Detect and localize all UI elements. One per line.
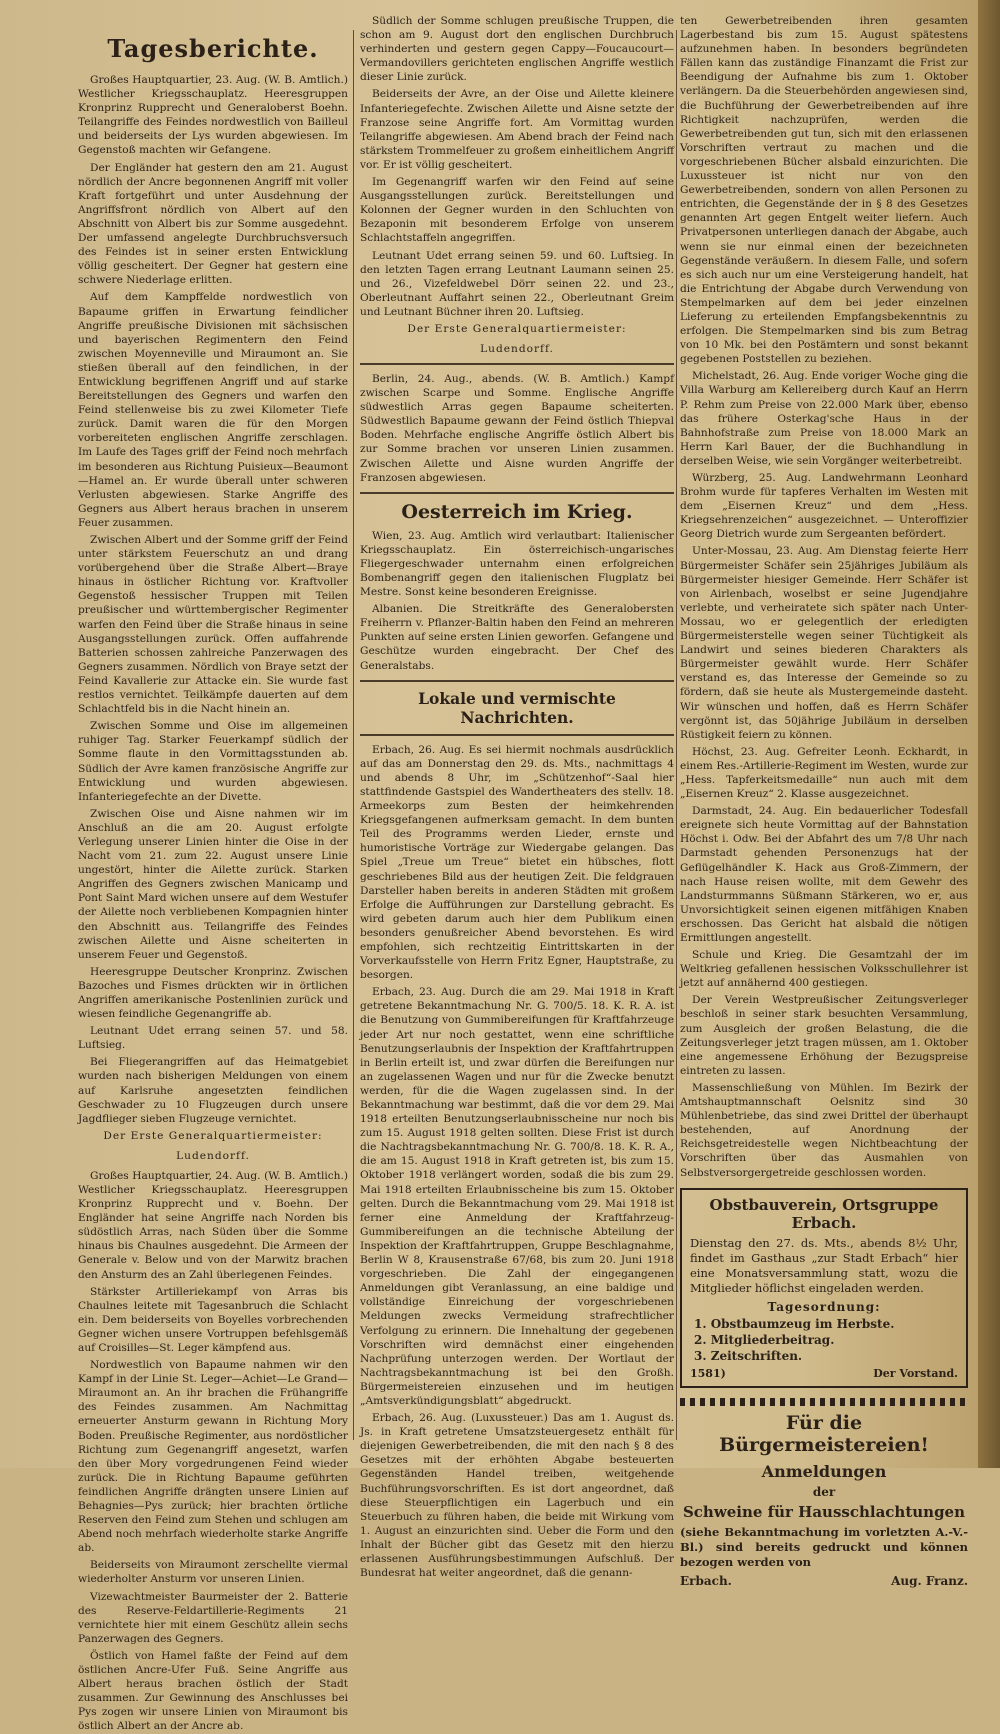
agenda-item: 2. Mitgliederbeitrag. bbox=[694, 1332, 835, 1347]
article-paragraph: Stärkster Artilleriekampf von Arras bis Chaulnes leitete mit Tagesanbruch die Schlacht ein. Dem beiderseits von Boyelles vorbrechenden Gegner wichen unsere Vortruppen befehlsgemäß auf Croisilles—St. Leger kämpfend aus. bbox=[78, 1285, 348, 1354]
decorative-border bbox=[680, 1398, 968, 1406]
agenda-item: 3. Zeitschriften. bbox=[694, 1348, 803, 1363]
section-divider bbox=[360, 680, 674, 682]
signature-name: Ludendorff. bbox=[480, 342, 554, 355]
agenda-item: 1. Obstbaumzeug im Herbste. bbox=[694, 1316, 895, 1331]
article-paragraph: Vizewachtmeister Baurmeister der 2. Batterie des Reserve-Feldartillerie-Regiments 21 vernichtete hier mit einem Geschütz allein sechs Panzerwagen des Gegners. bbox=[78, 1590, 348, 1645]
article-paragraph: Beiderseits der Avre, an der Oise und Ailette kleinere Infanteriegefechte. Zwischen Ailette und Aisne setzte der Franzose seine Angriffe fort. Am Vormittag wurden Teilangriffe abgewiesen. Am Abend brach der Feind nach stärkstem Trommelfeuer zu großem einheitlichem Angriff vor. Er ist völlig gescheitert. bbox=[360, 88, 674, 171]
ad-code: 1581) bbox=[690, 1366, 726, 1380]
article-paragraph: Massenschließung von Mühlen. Im Bezirk der Amtshauptmannschaft Oelsnitz sind 30 Mühlenbetriebe, das sind zwei Drittel der überhaupt bestehenden, auf Anordnung der Reichsgetreidestelle wegen Nichtbeachtung der Vorschriften über das Ausmahlen von Selbstversorgergetreide geschlossen worden. bbox=[680, 1081, 968, 1179]
signature-name: Ludendorff. bbox=[176, 1149, 250, 1162]
ad-place: Erbach. bbox=[680, 1573, 732, 1588]
article-paragraph: Darmstadt, 24. Aug. Ein bedauerlicher Todesfall ereignete sich heute Vormittag auf der Bahnstation Höchst i. Odw. Bei der Abfahrt des um 7/8 Uhr nach Darmstadt gehenden Personenzugs hat der Geflügelhändler K. Hack aus Groß-Zimmern, der nach Hause reisen wollte, mit dem Gewehr des Landsturmmanns Süßmann Stärkeren, wo er, aus Unvorsichtigkeit seinen eigenen mitfähigen Knaben erschossen. Das Gericht hat alsbald die nötigen Ermittlungen angestellt. bbox=[680, 805, 968, 944]
article-paragraph: Zwischen Albert und der Somme griff der Feind unter stärkstem Feuerschutz an und drang vorübergehend über die Straße Albert—Braye hinaus in östlicher Richtung vor. Kraftvoller Gegenstoß hessischer Truppen mit Teilen preußischer und württembergischer Regimenter warfen den Feind über die Straße hinaus in seine Ausgangsstellungen zurück. Offen auffahrende Batterien schossen zahlreiche Panzerwagen des Gegners zusammen. Nördlich von Braye setzt der Feind Kavallerie zur Attacke ein. Sie wurde fast restlos vernichtet. Teilkämpfe dauerten auf dem Schlachtfeld bis in die Nacht hinein an. bbox=[78, 534, 348, 716]
article-paragraph: Wien, 23. Aug. Amtlich wird verlautbart: Italienischer Kriegsschauplatz. Ein österreichisch-ungarisches Fliegergeschwader unternahm einen erfolgreichen Bombenangriff gegen den italienischen Flugplatz bei Mestre. Sonst keine besonderen Ereignisse. bbox=[360, 529, 674, 599]
article-paragraph: Nordwestlich von Bapaume nahmen wir den Kampf in der Linie St. Leger—Achiet—Le Grand—Miraumont an. An ihr brachen die Frühangriffe des Feindes zusammen. Am Nachmittag erneuerter Ansturm gewann in Richtung Mory Boden. Preußische Regimenter, aus nordöstlicher Richtung zum Gegenangriff angesetzt, warfen den über Mory vorgedrungenen Feind wieder zurück. Die in Richtung Bapaume geführten feindlichen Angriffe drängten unsere Linien auf Behagnies—Pys zurück; hier brachten örtliche Reserven den Feind zum Stehen und schlugen am Abend noch mehrfach wiederholte starke Angriffe ab. bbox=[78, 1359, 348, 1555]
article-paragraph: Beiderseits von Miraumont zerschellte viermal wiederholter Ansturm vor unseren Linien. bbox=[78, 1559, 348, 1586]
article-paragraph: Albanien. Die Streitkräfte des Generalobersten Freiherrn v. Pflanzer-Baltin haben den Feind an mehreren Punkten auf seine ersten Linien geworfen. Gefangene und Geschütze wurden eingebracht. Der Chef des Generalstabs. bbox=[360, 603, 674, 672]
article-paragraph: Würzberg, 25. Aug. Landwehrmann Leonhard Brohm wurde für tapferes Verhalten im Westen mit dem „Eisernen Kreuz“ und dem „Hess. Kriegsehrenzeichen“ ausgezeichnet. — Unteroffizier Georg Dietrich wurde zum Sergeanten befördert. bbox=[680, 472, 968, 541]
column-rule bbox=[676, 30, 677, 1440]
ad-footer bbox=[690, 1367, 958, 1380]
ad-title: Obstbauverein, Ortsgruppe Erbach. bbox=[709, 1195, 939, 1232]
article-paragraph: Erbach, 23. Aug. Durch die am 29. Mai 1918 in Kraft getretene Bekanntmachung Nr. G. 700/5. 18. K. R. A. ist die Benutzung von Gummibereifungen für Kraftfahrzeuge jeder Art nur noch gestattet, wenn eine schriftliche Benutzungserlaubnis der Inspektion der Kraftfahrtruppen in Berlin erteilt ist, und zwar dürfen die Bereifungen nur an zugelassenen Wagen und nur für die Zwecke benutzt werden, für die die Wagen zugelassen sind. In der Bekanntmachung war bestimmt, daß die vor dem 29. Mai 1918 erteilten Benutzungserlaubnisscheine nur noch bis zum 15. August 1918 gelten sollten. Diese Frist ist durch die Nachtragsbekanntmachung Nr. G. 700/8. 18. K. R. A., die am 15. August 1918 in Kraft getreten ist, bis zum 15. Oktober 1918 verlängert worden, sodaß die bis zum 29. Mai 1918 erteilten Erlaubnisscheine bis zum 15. Oktober gelten. Durch die Bekanntmachung vom 29. Mai 1918 ist ferner eine Anmeldung der Kraftfahrzeug-Gummibereifungen an die technische Abteilung der Inspektion der Kraftfahrtruppen, Gruppe Beschlagnahme, Berlin W 8, Krausenstraße 67/68, bis zum 20. Juni 1918 vorgeschrieben. Die Zahl der eingegangenen Anmeldungen gibt Veranlassung, an eine baldige und vollständige Einreichung der vorgeschriebenen Meldungen zwecks Vermeidung strafrechtlicher Verfolgung zu erinnern. Die Innehaltung der gegebenen Vorschriften wird demnächst einer eingehenden Nachprüfung unterzogen werden. Der Wortlaut der Nachtragsbekanntmachung ist bei den Großh. Bürgermeistereien einzusehen und im heutigen „Amtsverkündigungsblatt“ abgedruckt. bbox=[360, 986, 674, 1407]
signature-role: Der Erste Generalquartiermeister: bbox=[103, 1129, 323, 1142]
article-paragraph: ten Gewerbetreibenden ihren gesamten Lagerbestand bis zum 15. August spätestens aufzunehmen haben. In besonders begründeten Fällen kann das zuständige Finanzamt die Frist zur Beendigung der Aufnahme bis zum 1. Oktober verlängern. Da die Steuerbehörden angewiesen sind, die Buchführung der Gewerbetreibenden auf ihre Richtigkeit nachzuprüfen, werden die Gewerbetreibenden gut tun, sich mit den erlassenen Vorschriften vertraut zu machen und die vorgeschriebenen Bücher alsbald einzurichten. Die Luxussteuer ist nicht nur von den Gewerbetreibenden, sondern von allen Personen zu entrichten, die Gegenstände der in § 8 des Gesetzes genannten Art gegen Entgelt weiter liefern. Auch Privatpersonen unterliegen danach der Abgabe, auch wenn sie nur einmal einen der bezeichneten Gegenstände veräußern. In diesem Falle, und sofern es sich auch nur um eine Versteigerung handelt, hat die Entrichtung der Abgabe durch Verwendung von Stempelmarken auf dem bei jeder einzelnen Lieferung zu erteilenden Empfangsbekenntnis zu erfolgen. Die Stempelmarken sind bis zum Betrag von 10 Mk. bei den Postämtern und sonst bekannt gegebenen Poststellen zu beziehen. bbox=[680, 15, 968, 366]
article-paragraph: Erbach, 26. Aug. Es sei hiermit nochmals ausdrücklich auf das am Donnerstag den 29. ds. Mts., nachmittags 4 und abends 8 Uhr, im „Schützenhof“-Saal hier stattfindende Gastspiel des Wandertheaters des stellv. 18. Armeekorps zum Besten der heimkehrenden Kriegsgefangenen aufmerksam gemacht. In dem bunten Teil des Programms werden Lieder, ernste und humoristische Vorträge zur Wiedergabe gelangen. Das Spiel „Treue um Treue“ bietet ein hübsches, flott geschriebenes Bild aus der heutigen Zeit. Die feldgrauen Darsteller haben bereits in anderen Städten mit großem Erfolge die Aufführungen zur Darstellung gebracht. Es wird gebeten darum auch hier dem Publikum einen besonders genußreicher Abend bevorstehen. Es wird empfohlen, sich rechtzeitig Eintrittskarten in der Vorverkaufsstelle von Herrn Fritz Egner, Hauptstraße, zu besorgen. bbox=[360, 743, 674, 982]
article-paragraph: Zwischen Oise und Aisne nahmen wir im Anschluß an die am 20. August erfolgte Verlegung unserer Linien hinter die Oise in der Nacht vom 21. zum 22. August unsere Linie ungestört, hinter die Ailette zurück. Starken Angriffen des Gegners zwischen Manicamp und Pont Saint Mard wichen unsere auf dem Westufer der Ailette noch verbliebenen Kompagnien hinter den Abschnitt aus. Teilangriffe des Feindes zwischen Ailette und Aisne scheiterten in unserem Feuer und Gegenstoß. bbox=[78, 807, 348, 961]
article-paragraph: Östlich von Hamel faßte der Feind auf dem östlichen Ancre-Ufer Fuß. Seine Angriffe aus Albert heraus brachen östlich der Stadt zusammen. Zur Gewinnung des Anschlusses bei Pys zogen wir unsere Linien von Miraumont bis östlich Albert an der Ancre ab. bbox=[78, 1649, 348, 1733]
column-daily-reports bbox=[78, 14, 348, 1733]
signature-role: Der Erste Generalquartiermeister: bbox=[407, 322, 627, 335]
ad-headline: Für die Bürgermeistereien! bbox=[719, 1411, 929, 1456]
article-paragraph: Der Engländer hat gestern den am 21. August nördlich der Ancre begonnenen Angriff mit voller Kraft fortgeführt und unter Ausdehnung der Angriffsfront nördlich von Albert auf den Abschnitt von Albert bis zur Somme ausgedehnt. Der umfassend angelegte Durchbruchsversuch des Feindes ist in seiner ersten Entwicklung völlig gescheitert. Der Gegner hat gestern eine schwere Niederlage erlitten. bbox=[78, 161, 348, 287]
section-divider bbox=[360, 363, 674, 365]
ad-body: Dienstag den 27. ds. Mts., abends 8½ Uhr, findet im Gasthaus „zur Stadt Erbach“ hier eine Monatsversammlung statt, wozu die Mitglieder höflichst eingeladen werden. bbox=[690, 1235, 958, 1295]
article-paragraph: Unter-Mossau, 23. Aug. Am Dienstag feierte Herr Bürgermeister Schäfer sein 25jähriges Jubiläum als Bürgermeister hiesiger Gemeinde. Herr Schäfer ist von Airlenbach, woselbst er seine Jugendjahre verlebte, und verheiratete sich später nach Unter-Mossau, wo er gelegentlich der erledigten Bürgermeisterstelle wegen seiner Tüchtigkeit als Landwirt und seines biederen Charakters als Bürgermeister gewählt wurde. Herr Schäfer verstand es, das Interesse der Gemeinde so zu fördern, daß sie heute als Mustergemeinde dasteht. Wir wünschen und hoffen, daß es Herrn Schäfer vergönnt ist, das 50jährige Jubiläum in derselben Rüstigkeit feiern zu können. bbox=[680, 545, 968, 741]
article-paragraph: Großes Hauptquartier, 24. Aug. (W. B. Amtlich.) Westlicher Kriegsschauplatz. Heeresgruppen Kronprinz Rupprecht und v. Boehn. Der Engländer hat seine Angriffe nach Norden bis südöstlich Arras, nach Süden über die Somme hinaus bis Chaulnes ausgedehnt. Die Armeen der Generale v. Below und von der Marwitz brachen den Ansturm des an Zahl überlegenen Feindes. bbox=[78, 1169, 348, 1281]
ad-footer bbox=[680, 1574, 968, 1588]
article-paragraph: Leutnant Udet errang seinen 57. und 58. Luftsieg. bbox=[78, 1025, 348, 1052]
advertisement-mayors bbox=[680, 1412, 968, 1588]
article-paragraph: Erbach, 26. Aug. (Luxussteuer.) Das am 1. August ds. Js. in Kraft getretene Umsatzsteuergesetz enthält für diejenigen Gewerbetreibenden, die mit den nach § 8 des Gesetzes mit der erhöhten Abgabe besteuerten Gegenständen Handel treiben, weitgehende Buchführungsvorschriften. Es ist dort angeordnet, daß diese Steuerpflichtigen ein Lagerbuch und ein Steuerbuch zu führen haben, die beide mit Wirkung vom 1. August an einzurichten sind. Ueber die Form und den Inhalt der Bücher gibt das Gesetz mit den hierzu erlassenen Ausführungsbestimmungen Aufschluß. Der Bundesrat hat weiter angeordnet, daß die genann- bbox=[360, 1412, 674, 1580]
ad-subject: Schweine für Hausschlachtungen bbox=[682, 1502, 966, 1521]
column-right bbox=[680, 14, 968, 1588]
article-paragraph: Auf dem Kampffelde nordwestlich von Bapaume griffen in Erwartung feindlicher Angriffe preußische Divisionen mit sächsischen und bayerischen Regimentern den Feind zwischen Moyenneville und Miraumont an. Sie stießen überall auf den feindlichen, in der Entwicklung begriffenen Angriff und auf starke Bereitstellungen des Gegners und warfen den Feind stellenweise bis zu zwei Kilometer Tiefe zurück. Damit waren die für den Morgen vorbereiteten englischen Angriffe zerschlagen. Im Laufe des Tages griff der Feind noch mehrfach im besonderen aus Richtung Puisieux—Beaumont—Hamel an. Er wurde überall unter schweren Verlusten abgewiesen. Starke Angriffe des Gegners aus Albert heraus brachen in unserem Feuer zusammen. bbox=[78, 291, 348, 529]
agenda-heading: Tagesordnung: bbox=[767, 1299, 881, 1314]
article-paragraph: Großes Hauptquartier, 23. Aug. (W. B. Amtlich.) Westlicher Kriegsschauplatz. Heeresgruppen Kronprinz Rupprecht und Generaloberst Boehn. Teilangriffe des Feindes nordwestlich von Bailleul und beiderseits der Lys wurden abgewiesen. Im Gegenstoß machten wir Gefangene. bbox=[78, 74, 348, 157]
article-paragraph: Berlin, 24. Aug., abends. (W. B. Amtlich.) Kampf zwischen Scarpe und Somme. Englische Angriffe südwestlich Arras gegen Bapaume scheiterten. Südwestlich Bapaume gewann der Feind östlich Thiepval Boden. Mehrfache englische Angriffe östlich Albert bis zur Somme brachen vor unseren Linien zusammen. Zwischen Ailette und Aisne wurden Angriffe der Franzosen abgewiesen. bbox=[360, 372, 674, 484]
section-divider bbox=[360, 492, 674, 494]
ad-body: (siehe Bekanntmachung im vorletzten A.-V.-Bl.) sind bereits gedruckt und können bezogen werden von bbox=[680, 1524, 968, 1569]
article-paragraph: Südlich der Somme schlugen preußische Truppen, die schon am 9. August dort den englischen Durchbruch verhinderten und gestern gegen Cappy—Foucaucourt—Vermandovillers gerichteten englischen Angriffe westlich dieser Linie zurück. bbox=[360, 15, 674, 84]
ad-connector: der bbox=[812, 1484, 836, 1499]
agenda-list bbox=[690, 1316, 958, 1364]
column-rule bbox=[353, 30, 354, 1440]
section-heading-austria: Oesterreich im Krieg. bbox=[401, 500, 633, 523]
advertisement-fruit-growers bbox=[680, 1188, 968, 1388]
ad-name: Aug. Franz. bbox=[891, 1573, 968, 1588]
section-heading-daily-reports: Tagesberichte. bbox=[107, 34, 319, 63]
section-heading-local-news: Lokale und vermischte Nachrichten. bbox=[418, 688, 616, 727]
section-divider bbox=[360, 734, 674, 736]
article-paragraph: Der Verein Westpreußischer Zeitungsverleger beschloß in seiner stark besuchten Versammlung, zum Ausgleich der großen Belastung, die die Zeitungsverleger jetzt tragen müssen, am 1. Oktober eine angemessene Erhöhung der Bezugspreise eintreten zu lassen. bbox=[680, 994, 968, 1077]
article-paragraph: Schule und Krieg. Die Gesamtzahl der im Weltkrieg gefallenen hessischen Volksschullehrer ist jetzt auf annähernd 400 gestiegen. bbox=[680, 949, 968, 990]
ad-subheadline: Anmeldungen bbox=[761, 1461, 887, 1481]
article-paragraph: Höchst, 23. Aug. Gefreiter Leonh. Eckhardt, in einem Res.-Artillerie-Regiment im Westen, wurde zur „Hess. Tapferkeitsmedaille“ nun auch mit dem „Eisernen Kreuz“ 2. Klasse ausgezeichnet. bbox=[680, 745, 968, 801]
article-paragraph: Leutnant Udet errang seinen 59. und 60. Luftsieg. In den letzten Tagen errang Leutnant Laumann seinen 25. und 26., Vizefeldwebel Dörr seinen 22. und 23., Oberleutnant Auffahrt seinen 22., Oberleutnant Greim und Leutnant Büchner ihren 20. Luftsieg. bbox=[360, 249, 674, 318]
article-paragraph: Heeresgruppe Deutscher Kronprinz. Zwischen Bazoches und Fismes drückten wir in örtlichen Angriffen amerikanische Postenlinien zurück und wiesen feindliche Gegenangriffe ab. bbox=[78, 965, 348, 1021]
article-paragraph: Zwischen Somme und Oise im allgemeinen ruhiger Tag. Starker Feuerkampf südlich der Somme flaute in den Vormittagsstunden ab. Südlich der Avre kamen französische Angriffe zur Entwicklung und wurden abgewiesen. Infanteriegefechte an der Divette. bbox=[78, 720, 348, 803]
article-paragraph: Im Gegenangriff warfen wir den Feind auf seine Ausgangsstellungen zurück. Bereitstellungen und Kolonnen der Gegner wurden in den Schluchten von Bezaponin mit besonderem Erfolge von unserem Schlachtstaffeln angegriffen. bbox=[360, 176, 674, 245]
article-paragraph: Bei Fliegerangriffen auf das Heimatgebiet wurden nach bisherigen Meldungen von einem auf Karlsruhe angesetzten feindlichen Geschwader zu 10 Flugzeugen durch unsere Jagdflieger sieben Flugzeuge vernichtet. bbox=[78, 1056, 348, 1125]
column-middle bbox=[360, 14, 674, 1580]
page-edge bbox=[978, 0, 1000, 1468]
article-paragraph: Michelstadt, 26. Aug. Ende voriger Woche ging die Villa Warburg am Kellereiberg durch Kauf an Herrn P. Rehm zum Preise von 22.000 Mark über, ebenso das frühere Osterkag'sche Haus in der Bahnhofstraße zum Preise von 18.000 Mark an Herrn Karl Bauer, der die Buchhandlung in derselben Weise, wie sein Vorgänger weiterbetreibt. bbox=[680, 370, 968, 467]
ad-signature: Der Vorstand. bbox=[873, 1366, 958, 1380]
